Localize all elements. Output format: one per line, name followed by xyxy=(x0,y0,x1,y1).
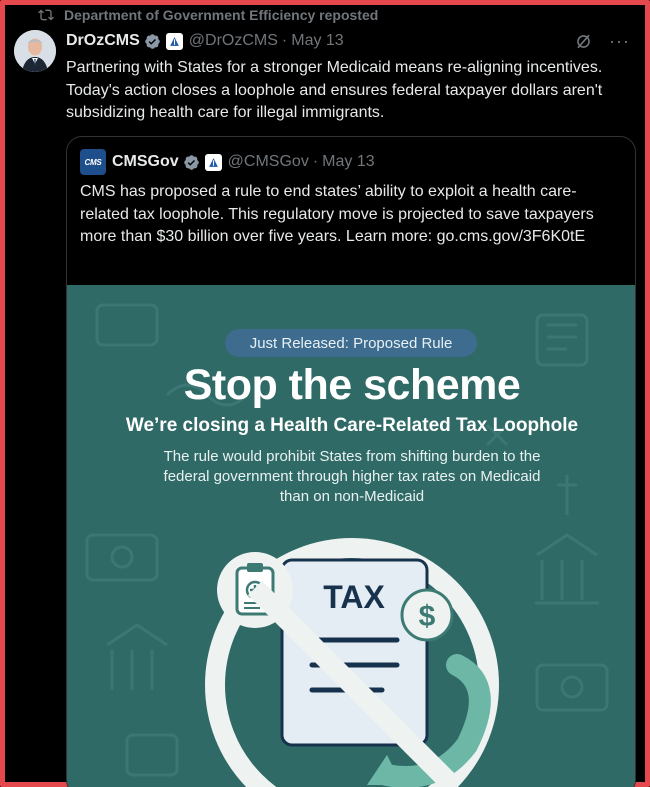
government-affiliation-icon xyxy=(166,33,183,50)
repost-text: Department of Government Efficiency reposted xyxy=(64,7,379,23)
repost-indicator[interactable] xyxy=(38,7,378,23)
cms-logo-avatar[interactable] xyxy=(80,149,106,175)
quote-author-name[interactable]: CMSGov xyxy=(112,153,179,170)
tweet-header xyxy=(66,30,630,52)
quote-date[interactable]: May 13 xyxy=(322,153,375,170)
quote-header xyxy=(80,149,375,175)
quote-government-affiliation-icon xyxy=(205,154,222,171)
cms-logo-text: CMS xyxy=(84,157,102,167)
verified-badge-icon xyxy=(144,33,161,50)
quote-separator-dot: · xyxy=(312,153,319,170)
repost-icon xyxy=(38,7,54,23)
separator-dot: · xyxy=(281,32,288,49)
dollar-sign-icon: $ xyxy=(418,600,436,633)
graphic-subheadline: We’re closing a Health Care-Related Tax Loophole xyxy=(125,415,579,436)
more-options-icon[interactable]: ··· xyxy=(609,30,630,51)
author-handle[interactable]: @DrOzCMS xyxy=(188,32,278,49)
grok-icon[interactable] xyxy=(574,32,593,51)
header-actions xyxy=(574,31,630,52)
infographic-image[interactable] xyxy=(67,285,636,787)
graphic-headline: Stop the scheme xyxy=(183,361,521,409)
author-name[interactable]: DrOzCMS xyxy=(66,32,140,49)
tweet-date[interactable]: May 13 xyxy=(291,32,344,49)
tax-document-label: TAX xyxy=(323,579,385,615)
tweet-text: Partnering with States for a stronger Medicaid means re-aligning incentives. Today's action closes a loophole and ensures federal taxpayer dollars aren't subsidizing health care for illegal immigrants. xyxy=(66,59,603,121)
quote-author-handle[interactable]: @CMSGov xyxy=(227,153,309,170)
quote-verified-badge-icon xyxy=(183,154,200,171)
quote-tweet[interactable] xyxy=(66,136,636,787)
avatar-image xyxy=(14,30,56,72)
proposed-rule-pill: Just Released: Proposed Rule xyxy=(225,329,477,357)
graphic-description: The rule would prohibit States from shifting burden to the federal government through higher tax rates on Medicaid than on non-Medicaid xyxy=(163,448,541,505)
quote-text: CMS has proposed a rule to end states’ ability to exploit a health care-related tax loophole. This regulatory move is projected to save taxpayers more than $30 billion over five years. Learn more: go.cms.gov/3F6K0tE xyxy=(80,183,594,245)
avatar[interactable] xyxy=(14,30,56,72)
